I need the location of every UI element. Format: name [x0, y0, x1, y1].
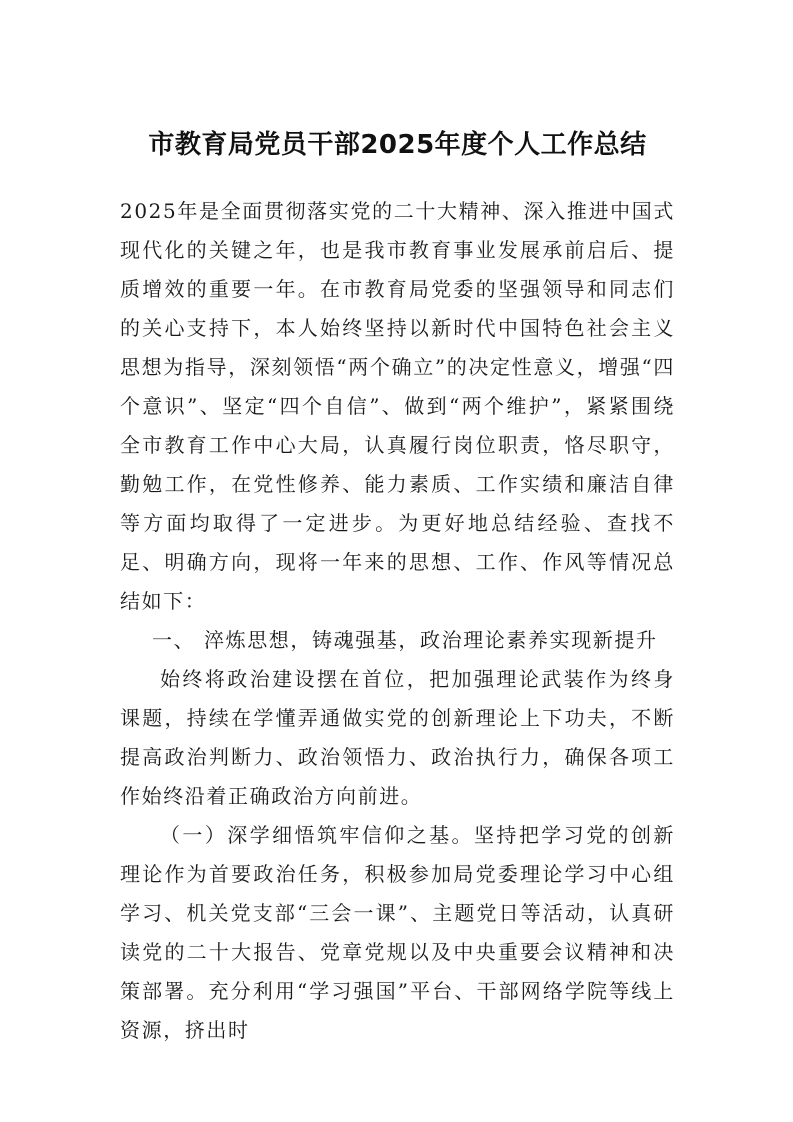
- intro-paragraph: 2025年是全面贯彻落实党的二十大精神、深入推进中国式现代化的关键之年，也是我市教育事业发展承前启后、提质增效的重要一年。在市教育局党委的坚强领导和同志们的关心支持下，本人始终坚持以新时代中国特色社会主义思想为指导，深刻领悟“两个确立”的决定性意义，增强“四个意识”、坚定“四个自信”、做到“两个维护”，紧紧围绕全市教育工作中心大局，认真履行岗位职责，恪尽职守，勤勉工作，在党性修养、能力素质、工作实绩和廉洁自律等方面均取得了一定进步。为更好地总结经验、查找不足、明确方向，现将一年来的思想、工作、作风等情况总结如下：: [120, 199, 675, 613]
- document-body: [120, 192, 675, 1050]
- section-paragraph: 始终将政治建设摆在首位，把加强理论武装作为终身课题，持续在学懂弄通做实党的创新理论上下功夫，不断提高政治判断力、政治领悟力、政治执行力，确保各项工作始终沿着正确政治方向前进。: [120, 667, 675, 808]
- document-title: 市教育局党员干部2025年度个人工作总结: [148, 130, 647, 160]
- section-number: 一、: [152, 628, 196, 652]
- subsection-paragraph: （一）深学细悟筑牢信仰之基。坚持把学习党的创新理论作为首要政治任务，积极参加局党委理论学习中心组学习、机关党支部“三会一课”、主题党日等活动，认真研读党的二十大报告、党章党规以及中央重要会议精神和决策部署。充分利用“学习强国”平台、干部网络学院等线上资源，挤出时: [120, 823, 675, 1042]
- section-heading: [120, 621, 675, 660]
- section-heading-text: 淬炼思想，铸魂强基，政治理论素养实现新提升: [204, 628, 658, 652]
